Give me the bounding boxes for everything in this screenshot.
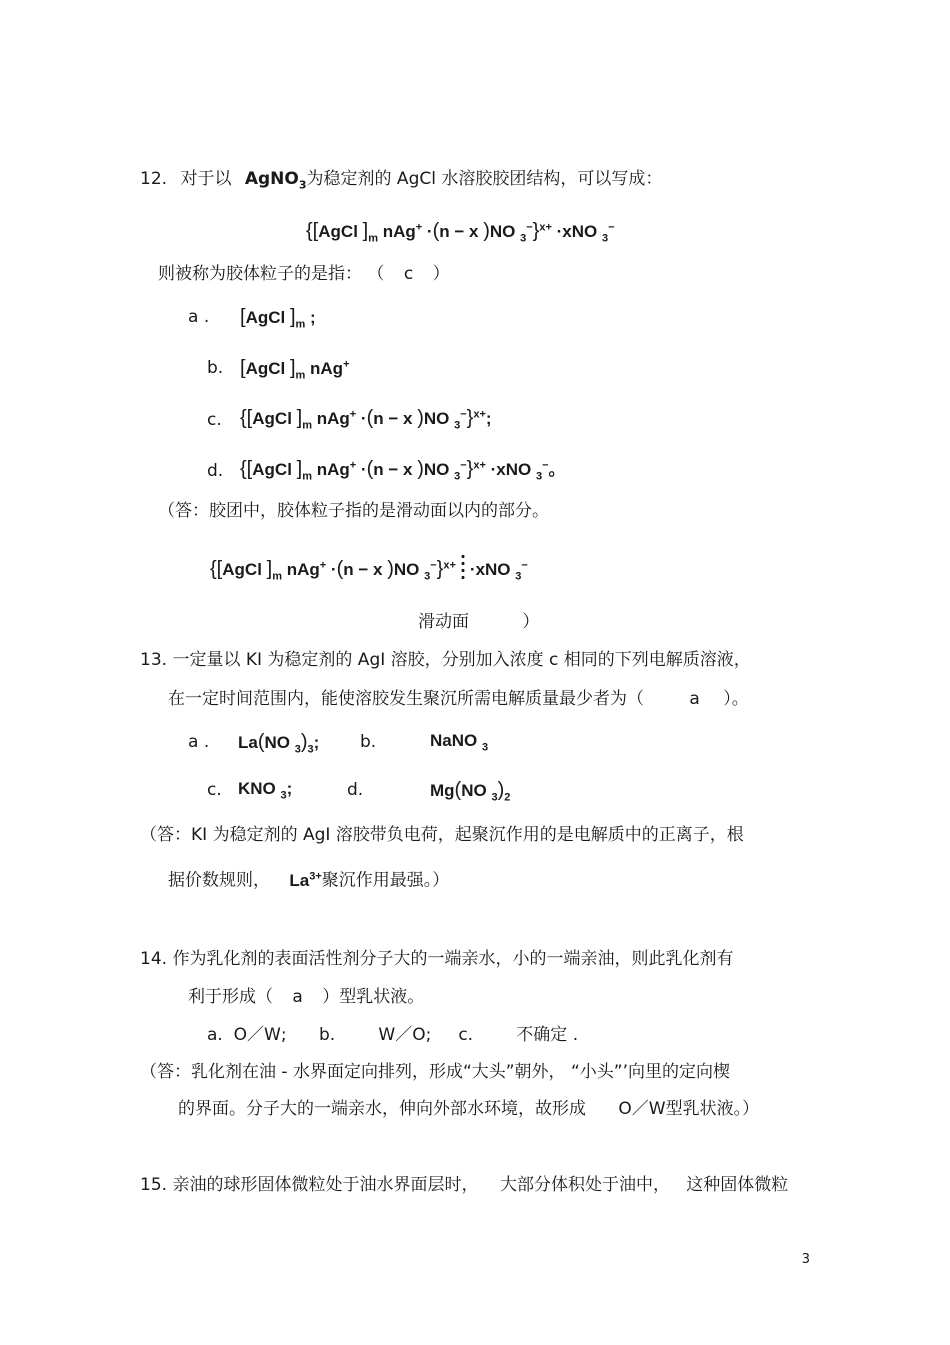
q12-reagent: AgNO <box>244 169 299 189</box>
q12-micelle-formula: {[AgCl ]$_m$ nAg+ ·(n − x )NO $_3$−}$^{x+}$ ·xNO $_3$− <box>306 220 615 245</box>
q15-stem-line1: 15. 亲油的球形固体微粒处于油水界面层时， 大部分体积处于油中， 这种固体微粒 <box>140 1175 789 1195</box>
q12-number: 12. <box>140 169 168 189</box>
q12-stem: 12. 对于以 AgNO$_3$为稳定剂的 AgCl 水溶胶胶团结构，可以写成： <box>140 169 663 192</box>
slip-plane-label: 滑动面 <box>418 612 469 632</box>
q13-option-a-formula: La(NO $_3)_3$; <box>238 731 320 756</box>
q12-option-b-label: b. <box>207 358 224 378</box>
q12-option-d-formula: {[AgCl ]$_m$ nAg+ ·(n − x )NO $_3$−}$^{x+}$ ·xNO $_3$−。 <box>240 458 566 483</box>
q13-option-c-formula: KNO $_3$; <box>238 779 293 802</box>
q14-note-line2: 的界面。分子大的一端亲水，伸向外部水环境，故形成 O／W型乳状液。） <box>178 1099 760 1119</box>
q14-answer: a <box>292 987 303 1007</box>
q13-option-d-label: d. <box>347 780 364 800</box>
q13-option-a-label: a . <box>188 732 210 752</box>
q14-note-line1: （答：乳化剂在油 - 水界面定向排列，形成“大头”朝外， “小头”’向里的定向楔 <box>140 1062 730 1082</box>
q13-option-c-label: c. <box>207 780 222 800</box>
q13-ion: La <box>289 870 310 890</box>
q12-stem-pre: 对于以 <box>180 169 232 189</box>
q12-note-formula: {[AgCl ]$_m$ nAg+ ·(n − x )NO $_3$−}$^{x+}$ ·xNO $_3$− <box>210 553 528 584</box>
q12-prompt: 则被称为胶体粒子的是指： （ c ） <box>158 264 450 284</box>
q13-answer: a <box>689 689 700 709</box>
q13-stem-line1: 13. 一定量以 KI 为稳定剂的 AgI 溶胶，分别加入浓度 c 相同的下列电解质溶液， <box>140 650 751 670</box>
q12-option-c-label: c. <box>207 410 222 430</box>
q13-stem-line2: 在一定时间范围内，能使溶胶发生聚沉所需电解质量最少者为（ a ）。 <box>168 689 749 709</box>
q12-option-a-formula: [AgCl ]$_m$ ; <box>240 306 316 331</box>
q13-note-line2: 据价数规则， $La^{3+}$聚沉作用最强。） <box>168 870 450 891</box>
q14-stem-line2: 利于形成（ a ）型乳状液。 <box>188 987 425 1007</box>
q12-stem-post: 为稳定剂的 AgCl 水溶胶胶团结构，可以写成： <box>306 169 663 189</box>
q12-option-d-label: d. <box>207 461 224 481</box>
q13-note-line1: （答：KI 为稳定剂的 AgI 溶胶带负电荷，起聚沉作用的是电解质中的正离子，根 <box>140 825 744 845</box>
q13-option-d-formula: Mg(NO $_3)_2$ <box>430 779 511 804</box>
q13-option-b-formula: NaNO $_3$ <box>430 731 489 754</box>
slip-plane-dotted-line <box>461 553 465 583</box>
q12-option-c-formula: {[AgCl ]$_m$ nAg+ ·(n − x )NO $_3$−}$^{x+}$; <box>240 407 492 432</box>
q14-options: a. O／W; b. W／O; c. 不确定 . <box>207 1025 579 1045</box>
q13-option-b-label: b. <box>360 732 377 752</box>
q12-option-b-formula: [AgCl ]$_m$ nAg+ <box>240 357 350 382</box>
q12-option-a-label: a . <box>188 307 210 327</box>
q12-note-close: 滑动面 ） <box>418 612 540 632</box>
q14-stem-line1: 14. 作为乳化剂的表面活性剂分子大的一端亲水，小的一端亲油，则此乳化剂有 <box>140 949 734 969</box>
q12-note-open: （答：胶团中，胶体粒子指的是滑动面以内的部分。 <box>158 501 549 521</box>
q12-answer: c <box>403 264 414 284</box>
page-number: 3 <box>801 1252 810 1267</box>
